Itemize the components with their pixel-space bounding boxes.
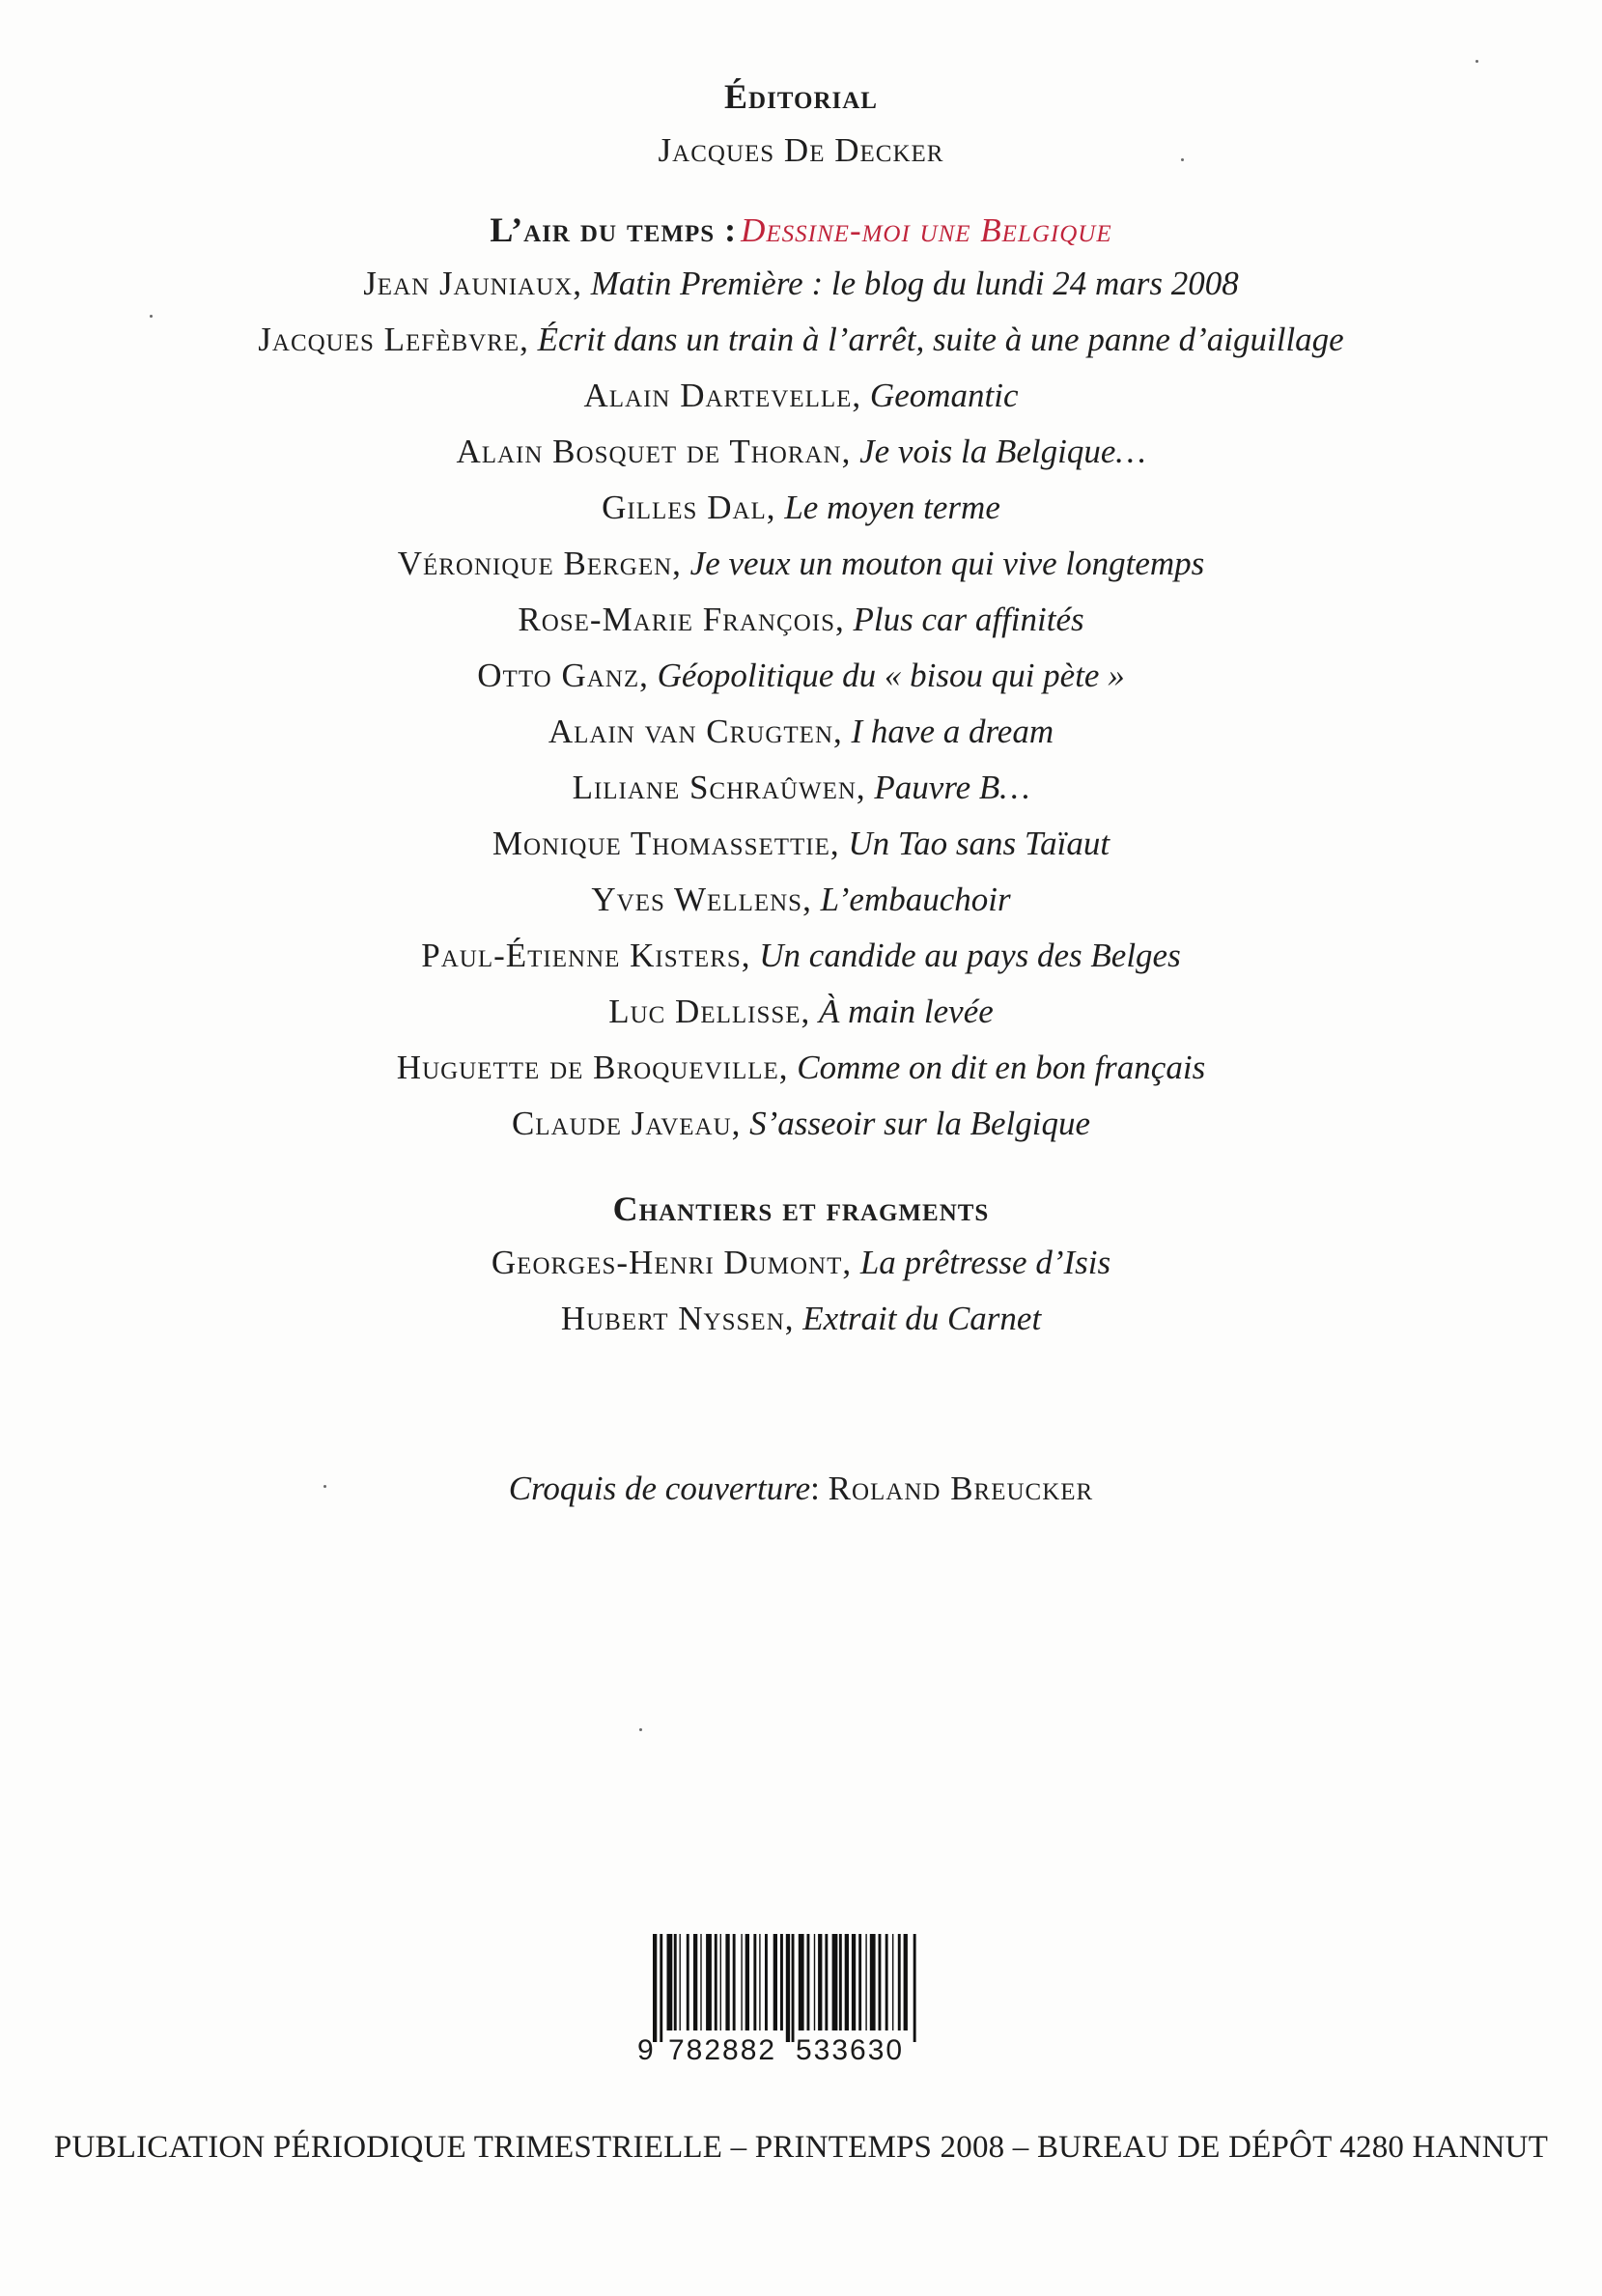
entry-title: À main levée xyxy=(819,993,994,1030)
isbn-barcode xyxy=(635,1934,937,2067)
entry-title: L’embauchoir xyxy=(820,881,1011,918)
contents-entry xyxy=(0,322,1602,356)
entry-title: Geomantic xyxy=(869,377,1019,414)
barcode-bar xyxy=(845,1934,849,2030)
entry-author: Yves Wellens, xyxy=(591,881,812,918)
barcode-bar xyxy=(814,1934,815,2030)
barcode-bar xyxy=(892,1934,893,2030)
entry-title: Plus car affinités xyxy=(853,601,1084,638)
scan-speck xyxy=(323,1485,326,1488)
barcode-bar xyxy=(725,1934,729,2030)
barcode-bars xyxy=(635,1934,937,2042)
barcode-bar xyxy=(858,1934,861,2030)
barcode-bar xyxy=(733,1934,736,2030)
barcode-bar xyxy=(879,1934,882,2030)
barcode-bar xyxy=(818,1934,822,2030)
entry-title: I have a dream xyxy=(851,713,1054,750)
barcode-bar xyxy=(745,1934,749,2030)
barcode-bar xyxy=(680,1934,681,2030)
barcode-bar xyxy=(653,1934,657,2042)
barcode-digits xyxy=(635,2034,937,2067)
chantiers-heading: Chantiers et fragments xyxy=(612,1190,990,1228)
barcode-digits-right: 533630 xyxy=(796,2034,905,2066)
barcode-bar xyxy=(773,1934,777,2030)
barcode-bar xyxy=(839,1934,842,2030)
entry-author: Georges-Henri Dumont, xyxy=(491,1244,853,1281)
entry-author: Jacques Lefèbvre, xyxy=(258,321,529,358)
entry-author: Gilles Dal, xyxy=(602,489,776,526)
contents-entry xyxy=(0,938,1602,972)
barcode-digit-first: 9 xyxy=(637,2034,654,2066)
entry-author: Claude Javeau, xyxy=(511,1105,742,1142)
contents-entry xyxy=(0,1050,1602,1084)
section-subtitle: Dessine-moi une Belgique xyxy=(741,211,1112,249)
barcode-bar xyxy=(807,1934,810,2030)
entry-title: La prêtresse d’Isis xyxy=(859,1244,1111,1281)
barcode-bar xyxy=(674,1934,677,2030)
barcode-bar xyxy=(741,1934,742,2030)
contents-entry xyxy=(0,490,1602,524)
barcode-bar xyxy=(799,1934,804,2030)
barcode-digits-left: 782882 xyxy=(668,2034,777,2066)
barcode-bar xyxy=(898,1934,901,2030)
contents-entry xyxy=(0,714,1602,748)
contents-entry xyxy=(0,602,1602,636)
cover-credit-artist: Roland Breucker xyxy=(828,1470,1094,1507)
barcode-bar xyxy=(870,1934,876,2030)
entry-title: Pauvre B… xyxy=(874,769,1030,806)
entry-title: Je veux un mouton qui vive longtemps xyxy=(689,545,1205,582)
barcode-bar xyxy=(786,1934,790,2042)
barcode-bar xyxy=(693,1934,697,2030)
barcode-bar xyxy=(792,1934,795,2042)
air-du-temps-heading xyxy=(0,212,1602,247)
entry-title: Le moyen terme xyxy=(784,489,1000,526)
barcode-bar xyxy=(913,1934,916,2042)
scan-speck xyxy=(1181,158,1184,161)
barcode-bar xyxy=(715,1934,717,2030)
entry-author: Rose-Marie François, xyxy=(518,601,845,638)
cover-credit xyxy=(0,1471,1602,1505)
barcode-bar xyxy=(700,1934,701,2030)
barcode-bar xyxy=(865,1934,866,2030)
barcode-bar xyxy=(780,1934,783,2030)
entry-author: Alain van Crugten, xyxy=(548,713,843,750)
editorial-heading: Éditorial xyxy=(724,77,878,116)
entry-title: Matin Première : le blog du lundi 24 mars 2008 xyxy=(590,265,1239,302)
entry-title: Je vois la Belgique… xyxy=(859,433,1146,470)
entry-author: Monique Thomassettie, xyxy=(492,825,840,862)
entry-author: Véronique Bergen, xyxy=(397,545,682,582)
scan-speck xyxy=(150,315,153,318)
contents-entry xyxy=(0,826,1602,860)
barcode-bar xyxy=(720,1934,721,2030)
barcode-bar xyxy=(904,1934,908,2030)
entry-author: Liliane Schraûwen, xyxy=(572,769,866,806)
section-heading: L’air du temps : xyxy=(490,210,738,249)
barcode-bar xyxy=(832,1934,838,2030)
entry-title: Géopolitique du « bisou qui pète » xyxy=(657,657,1125,694)
entry-title: Un Tao sans Taïaut xyxy=(848,825,1110,862)
entry-author: Jean Jauniaux, xyxy=(363,265,582,302)
entry-author: Alain Bosquet de Thoran, xyxy=(456,433,852,470)
entry-author: Huguette de Broqueville, xyxy=(396,1049,789,1086)
barcode-bar xyxy=(759,1934,760,2030)
contents-entry xyxy=(0,882,1602,916)
editorial-author: Jacques De Decker xyxy=(658,131,944,169)
entry-author: Alain Dartevelle, xyxy=(583,377,862,414)
contents-entry xyxy=(0,658,1602,692)
barcode-bar xyxy=(885,1934,888,2030)
entry-author: Luc Dellisse, xyxy=(608,993,811,1030)
contents-entry xyxy=(0,266,1602,300)
barcode-bar xyxy=(660,1934,662,2042)
barcode-bar xyxy=(753,1934,756,2030)
contents-entry xyxy=(0,434,1602,468)
barcode-bar xyxy=(765,1934,768,2030)
contents-entry xyxy=(0,378,1602,412)
scan-speck xyxy=(639,1728,642,1731)
contents-entry xyxy=(0,1106,1602,1140)
contents-entry xyxy=(0,1302,1602,1335)
contents-entry xyxy=(0,546,1602,580)
entry-title: Écrit dans un train à l’arrêt, suite à une panne d’aiguillage xyxy=(537,321,1344,358)
entry-author: Otto Ganz, xyxy=(477,657,649,694)
entry-title: Comme on dit en bon français xyxy=(797,1049,1206,1086)
barcode-bar xyxy=(706,1934,712,2030)
contents-entry xyxy=(0,994,1602,1028)
scan-speck xyxy=(1476,60,1478,63)
entry-author: Paul-Étienne Kisters, xyxy=(421,937,751,974)
barcode-bar xyxy=(852,1934,856,2030)
contents-entry xyxy=(0,1246,1602,1279)
contents-entry xyxy=(0,770,1602,804)
publication-footer: PUBLICATION PÉRIODIQUE TRIMESTRIELLE – PRINTEMPS 2008 – BUREAU DE DÉPÔT 4280 HANNUT xyxy=(53,2130,1549,2165)
barcode-bar xyxy=(825,1934,828,2030)
barcode-bar xyxy=(687,1934,689,2030)
entry-title: Extrait du Carnet xyxy=(802,1300,1042,1337)
barcode-bar xyxy=(667,1934,673,2030)
entry-author: Hubert Nyssen, xyxy=(560,1300,795,1337)
cover-credit-label: Croquis de couverture xyxy=(508,1470,811,1507)
entry-title: Un candide au pays des Belges xyxy=(759,937,1181,974)
entry-title: S’asseoir sur la Belgique xyxy=(749,1105,1091,1142)
cover-credit-separator: : xyxy=(810,1470,820,1507)
